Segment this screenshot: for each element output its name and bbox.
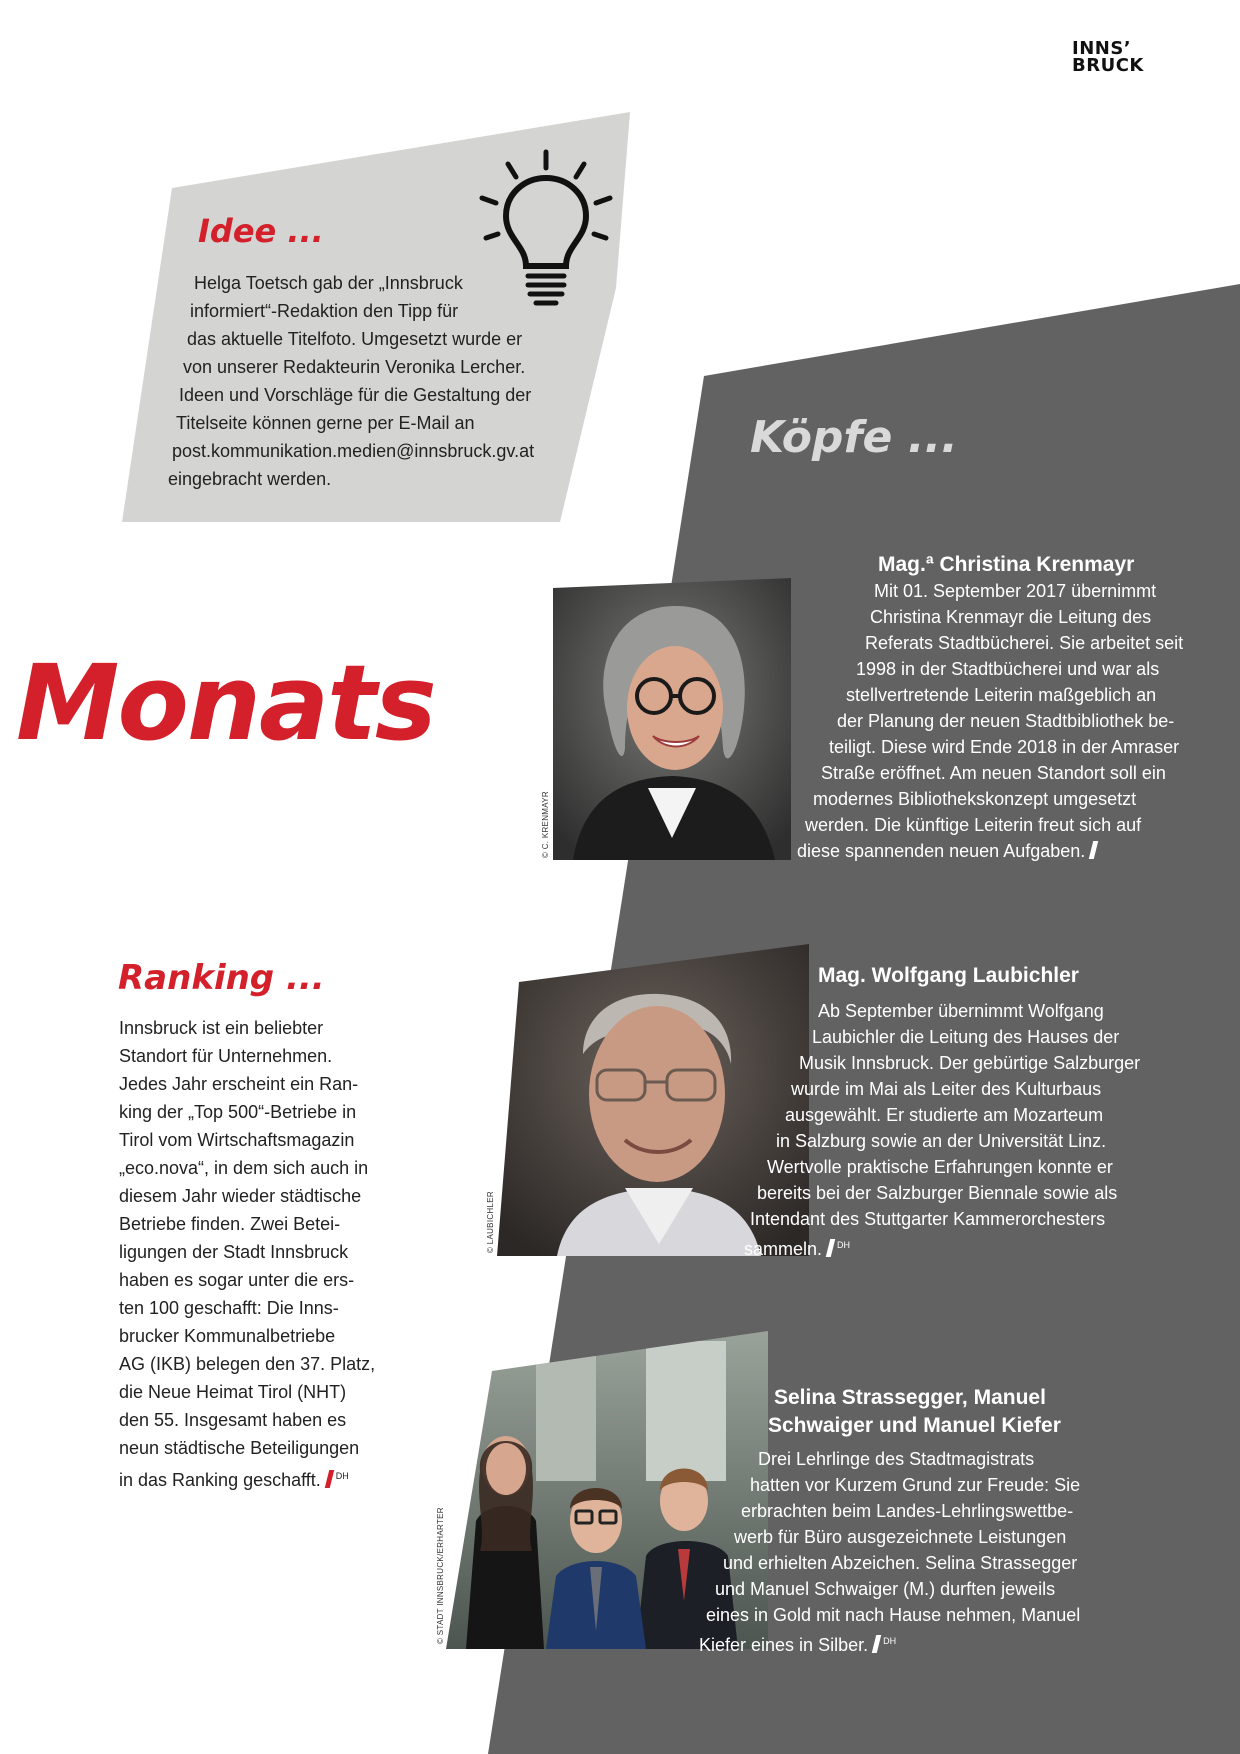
person3-name-line-1: Selina Strassegger, Manuel (774, 1386, 1046, 1409)
person1-line: Referats Stadtbücherei. Sie arbeitet seit (865, 633, 1184, 653)
idee-line: Helga Toetsch gab der „Innsbruck (194, 273, 463, 293)
person3-name-line-2: Schwaiger und Manuel Kiefer (768, 1414, 1061, 1437)
end-mark-icon (826, 1239, 835, 1257)
innsbruck-logo (1072, 40, 1144, 74)
logo-line-1: INNS’ (1072, 38, 1132, 59)
ranking-line: king der „Top 500“-Betriebe in (119, 1102, 357, 1122)
person3-line: und Manuel Schwaiger (M.) durften jeweils (715, 1579, 1056, 1599)
author-initials: DH (883, 1636, 897, 1646)
person1-name: Mag.ª Christina Krenmayr (878, 553, 1135, 576)
ranking-line: ten 100 geschafft: Die Inns- (119, 1298, 339, 1318)
ranking-line: Jedes Jahr erscheint ein Ran- (119, 1074, 359, 1094)
person1-line: modernes Bibliothekskonzept umgesetzt (813, 789, 1137, 809)
person1-line: 1998 in der Stadtbücherei und war als (856, 659, 1160, 679)
koepfe-heading: Köpfe ... (750, 412, 958, 463)
idee-line: Titelseite können gerne per E-Mail an (176, 413, 475, 433)
idee-line: Ideen und Vorschläge für die Gestaltung der (179, 385, 532, 405)
idee-line: informiert“-Redaktion den Tipp für (190, 301, 459, 321)
person3-line: erbrachten beim Landes-Lehrlingswettbe- (741, 1501, 1074, 1521)
person1-line: Mit 01. September 2017 übernimmt (874, 581, 1157, 601)
photo-credit: © STADT INNSBRUCK/ERHARTER (436, 1507, 445, 1644)
idee-line: eingebracht werden. (168, 469, 332, 489)
photo-credit: © C. KRENMAYR (541, 791, 550, 858)
end-mark-icon (325, 1470, 334, 1488)
person2-line: wurde im Mai als Leiter des Kulturbaus (791, 1079, 1102, 1099)
ranking-line: die Neue Heimat Tirol (NHT) (119, 1382, 347, 1402)
person1-line: stellvertretende Leiterin maßgeblich an (846, 685, 1157, 705)
photo-credit: © LAUBICHLER (486, 1191, 495, 1253)
ranking-line: neun städtische Beteiligungen (119, 1438, 360, 1458)
person1-line: teiligt. Diese wird Ende 2018 in der Amraser (829, 737, 1180, 757)
ranking-heading: Ranking ... (118, 958, 325, 998)
person2-line: Ab September übernimmt Wolfgang (818, 1001, 1104, 1021)
author-initials: DH (837, 1240, 851, 1250)
person1-line: Straße eröffnet. Am neuen Standort soll ein (821, 763, 1166, 783)
person2-line: Musik Innsbruck. Der gebürtige Salzburger (799, 1053, 1141, 1073)
person2-line: in Salzburg sowie an der Universität Linz. (776, 1131, 1107, 1151)
person3-line: Drei Lehrlinge des Stadtmagistrats (758, 1449, 1035, 1469)
ranking-line: den 55. Insgesamt haben es (119, 1410, 347, 1430)
ranking-line: ligungen der Stadt Innsbruck (119, 1242, 349, 1262)
person2-line: ausgewählt. Er studierte am Mozarteum (785, 1105, 1104, 1125)
person3-line: hatten vor Kurzem Grund zur Freude: Sie (750, 1475, 1081, 1495)
ranking-line: Innsbruck ist ein beliebter (119, 1018, 324, 1038)
end-mark-icon (872, 1635, 881, 1653)
person1-line: diese spannenden neuen Aufgaben. (797, 841, 1086, 861)
person2-name: Mag. Wolfgang Laubichler (818, 964, 1079, 987)
idee-line: das aktuelle Titelfoto. Umgesetzt wurde er (187, 329, 523, 349)
ranking-line: Betriebe finden. Zwei Betei- (119, 1214, 341, 1234)
ranking-line: in das Ranking geschafft. (119, 1470, 321, 1490)
idee-heading: Idee ... (198, 212, 324, 250)
person3-line: Kiefer eines in Silber. (699, 1635, 869, 1655)
ranking-line: Standort für Unternehmen. (119, 1046, 333, 1066)
ranking-text (119, 1014, 375, 1494)
idee-email[interactable]: post.kommunikation.medien@innsbruck.gv.at (172, 441, 535, 461)
author-initials: DH (335, 1471, 349, 1481)
person2-line: Intendant des Stuttgarter Kammerorchesters (750, 1209, 1106, 1229)
person1-line: Christina Krenmayr die Leitung des (870, 607, 1152, 627)
person3-line: und erhielten Abzeichen. Selina Strassegger (723, 1553, 1078, 1573)
ranking-line: diesem Jahr wieder städtische (119, 1186, 362, 1206)
photo-christina-krenmayr (553, 578, 791, 860)
person2-line: Wertvolle praktische Erfahrungen konnte er (767, 1157, 1113, 1177)
logo-line-2: BRUCK (1072, 55, 1144, 76)
ranking-line: brucker Kommunalbetriebe (119, 1326, 336, 1346)
ranking-line: Tirol vom Wirtschaftsmagazin (119, 1130, 355, 1150)
idee-line: von unserer Redakteurin Veronika Lercher. (183, 357, 526, 377)
ranking-line: AG (IKB) belegen den 37. Platz, (119, 1354, 376, 1374)
lightbulb-icon (470, 146, 620, 316)
person3-line: werb für Büro ausgezeichnete Leistungen (734, 1527, 1067, 1547)
person1-line: werden. Die künftige Leiterin freut sich auf (805, 815, 1142, 835)
person2-line: bereits bei der Salzburger Biennale sowie als (757, 1183, 1118, 1203)
person1-line: der Planung der neuen Stadtbibliothek be- (837, 711, 1175, 731)
person2-line: Laubichler die Leitung des Hauses der (812, 1027, 1120, 1047)
ranking-line: „eco.nova“, in dem sich auch in (119, 1158, 369, 1178)
monats-heading: Monats (16, 642, 435, 764)
ranking-line: haben es sogar unter die ers- (119, 1270, 355, 1290)
person2-line: sammeln. (744, 1239, 823, 1259)
person3-line: eines in Gold mit nach Hause nehmen, Manuel (706, 1605, 1081, 1625)
